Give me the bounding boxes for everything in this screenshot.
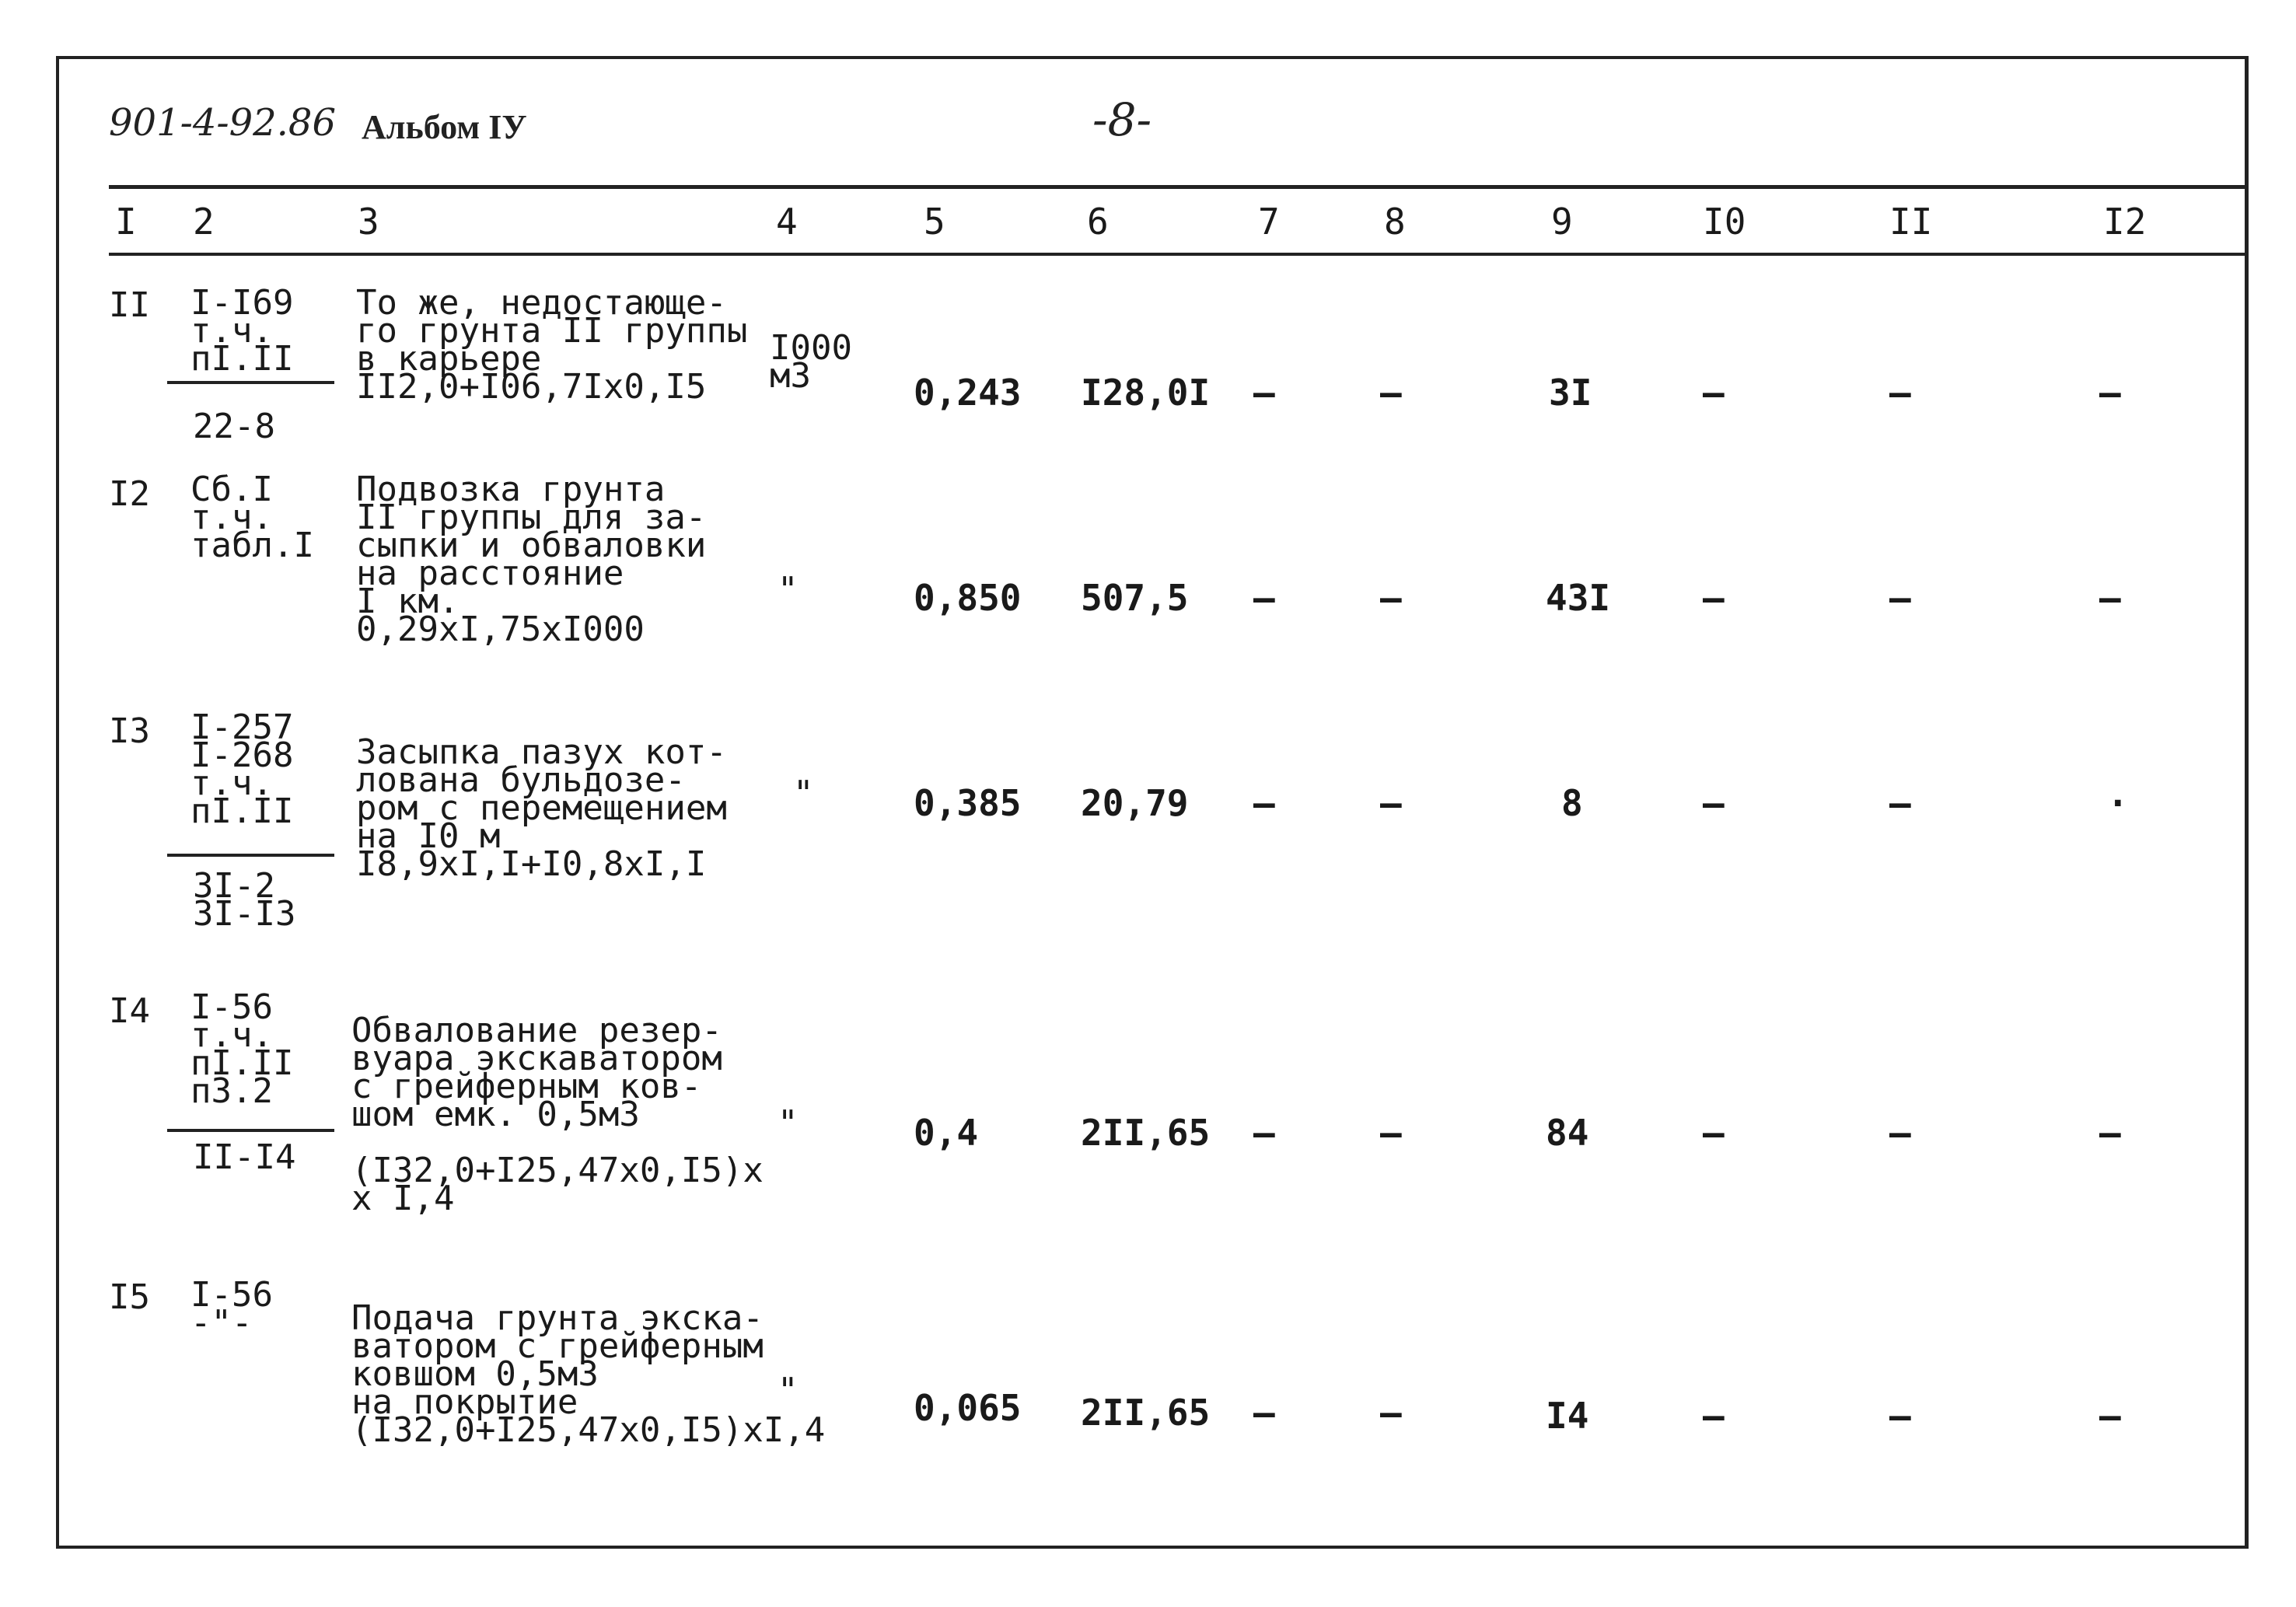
row-unit: " [793, 774, 814, 813]
document-code: 901-4-92.86 [109, 101, 337, 145]
col10-value: – [1703, 1395, 1725, 1437]
col-12-header: I2 [2103, 201, 2147, 243]
col12-value: – [2099, 577, 2121, 619]
col8-value: – [1380, 1392, 1402, 1434]
col6-value: I28,0I [1081, 372, 1211, 414]
col-2-header: 2 [193, 201, 215, 243]
col5-value: 0,4 [914, 1112, 979, 1154]
col6-value: 2II,65 [1081, 1392, 1211, 1434]
header-rule-bottom [109, 253, 2247, 256]
col9-value: 8 [1561, 782, 1583, 824]
col11-value: – [1889, 782, 1911, 824]
col5-value: 0,243 [914, 372, 1022, 414]
col-7-header: 7 [1258, 201, 1280, 243]
col12-value: – [2099, 372, 2121, 414]
header-rule-top [109, 185, 2247, 189]
row-ref-bottom: II-I4 [193, 1137, 296, 1177]
row-ref-bottom: 22-8 [193, 407, 275, 446]
row-description: Засыпка пазух кот- лована бульдозе- ром с перемещением на I0 м I8,9xI,I+I0,8xI,I [356, 732, 727, 884]
col6-value: 2II,65 [1081, 1112, 1211, 1154]
col-6-header: 6 [1087, 201, 1109, 243]
col7-value: – [1253, 1112, 1275, 1154]
album-label: Альбом IУ [362, 108, 527, 146]
col9-value: 43I [1546, 577, 1611, 619]
row-num: I4 [109, 991, 150, 1031]
col11-value: – [1889, 1395, 1911, 1437]
row-ref: I-56 -"- [190, 1275, 273, 1343]
col10-value: – [1703, 577, 1725, 619]
col5-value: 0,065 [914, 1387, 1022, 1429]
col-8-header: 8 [1384, 201, 1406, 243]
row-num: II [109, 285, 150, 325]
row-ref-bottom: 3I-2 3I-I3 [193, 866, 296, 934]
ref-divider [167, 1129, 334, 1132]
col6-value: 507,5 [1081, 577, 1189, 619]
row-description: То же, недостающе- го грунта II группы в карьере II2,0+I06,7Ix0,I5 [356, 283, 748, 407]
col7-value: – [1253, 1392, 1275, 1434]
col12-value: – [2099, 1395, 2121, 1437]
col-3-header: 3 [358, 201, 379, 243]
col-10-header: I0 [1703, 201, 1746, 243]
col5-value: 0,850 [914, 577, 1022, 619]
col6-value: 20,79 [1081, 782, 1189, 824]
col10-value: – [1703, 1112, 1725, 1154]
col-9-header: 9 [1551, 201, 1573, 243]
col-11-header: II [1889, 201, 1933, 243]
col-4-header: 4 [776, 201, 798, 243]
row-ref: I-I69 т.ч. пI.II [190, 283, 294, 379]
col11-value: – [1889, 577, 1911, 619]
row-description: Подача грунта экска- ватором с грейферным ковшом 0,5м3 на покрытие (I32,0+I25,47x0,I5)xI,4 [351, 1298, 826, 1450]
row-unit: " [778, 1371, 799, 1410]
row-description: Подвозка грунта II группы для за- сыпки и обваловки на расстояние I км. 0,29xI,75xI000 [356, 470, 707, 649]
col7-value: – [1253, 782, 1275, 824]
col12-value: – [2099, 1112, 2121, 1154]
col10-value: – [1703, 372, 1725, 414]
ref-divider [167, 381, 334, 384]
col8-value: – [1380, 1112, 1402, 1154]
row-num: I2 [109, 474, 150, 514]
col9-value: I4 [1546, 1395, 1589, 1437]
row-num: I5 [109, 1277, 150, 1317]
row-unit: " [778, 570, 799, 610]
row-ref: Сб.I т.ч. табл.I [190, 470, 314, 565]
col8-value: – [1380, 782, 1402, 824]
row-ref: I-56 т.ч. пI.II п3.2 [190, 987, 294, 1111]
col9-value: 3I [1549, 372, 1592, 414]
col8-value: – [1380, 577, 1402, 619]
col7-value: – [1253, 372, 1275, 414]
col5-value: 0,385 [914, 782, 1022, 824]
col-1-header: I [115, 201, 137, 243]
row-unit: " [778, 1103, 799, 1143]
col12-value: · [2107, 782, 2129, 824]
col8-value: – [1380, 372, 1402, 414]
ref-divider [167, 854, 334, 857]
col9-value: 84 [1546, 1112, 1589, 1154]
row-ref: I-257 I-268 т.ч. пI.II [190, 707, 294, 831]
col7-value: – [1253, 577, 1275, 619]
row-num: I3 [109, 711, 150, 751]
page-number: -8- [1092, 93, 1152, 146]
col11-value: – [1889, 372, 1911, 414]
row-unit: I000 м3 [770, 328, 852, 396]
col11-value: – [1889, 1112, 1911, 1154]
row-description: Обвалование резер- вуара экскаватором с грейферным ков- шом емк. 0,5м3 (I32,0+I25,47x0,I5)x x I,4 [351, 1011, 764, 1218]
col-5-header: 5 [924, 201, 945, 243]
col10-value: – [1703, 782, 1725, 824]
